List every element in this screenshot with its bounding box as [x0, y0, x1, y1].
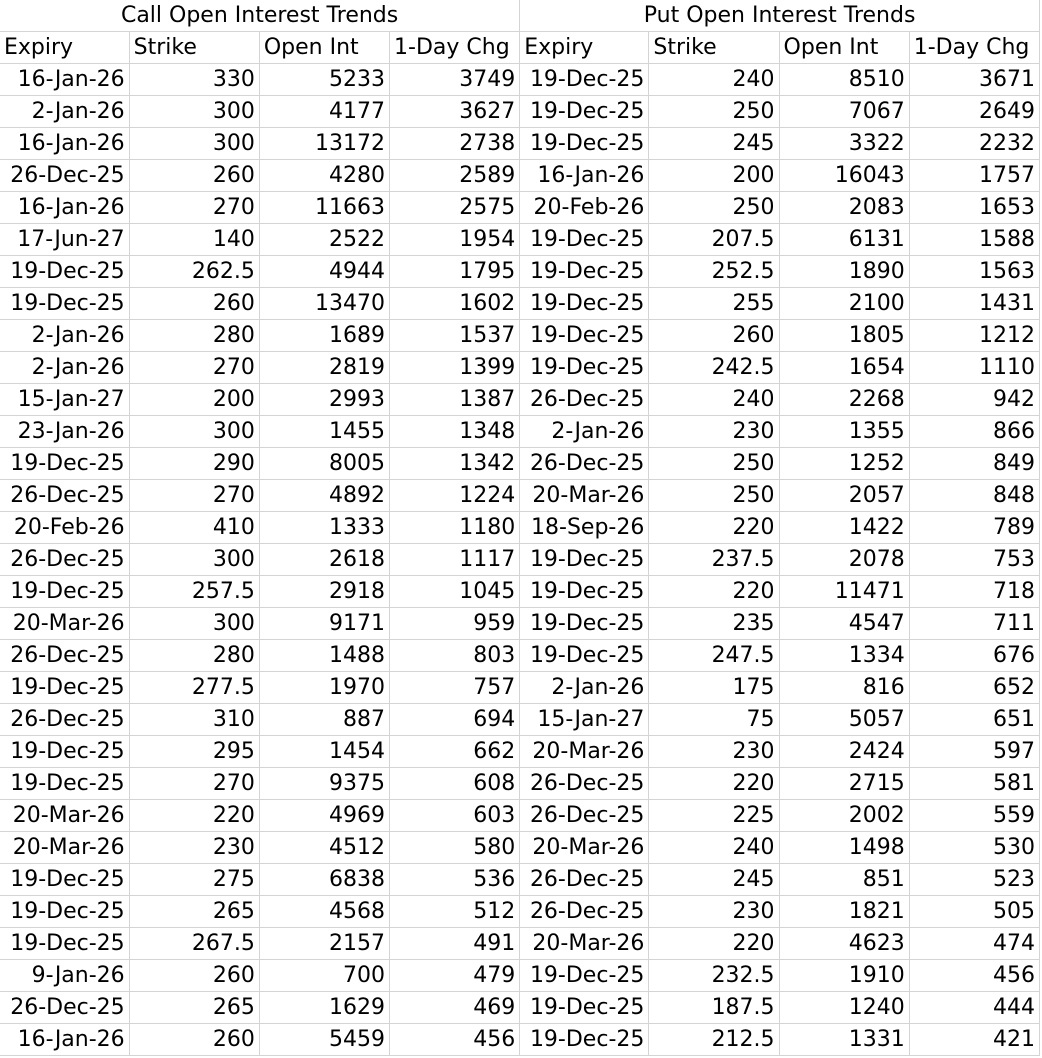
- table-row: [0, 768, 1040, 800]
- call-cell-strike[interactable]: 290: [129, 448, 259, 480]
- put-cell-one-day-chg[interactable]: 421: [909, 1024, 1039, 1056]
- table-row: [0, 480, 1040, 512]
- call-cell-expiry[interactable]: 19-Dec-25: [0, 928, 129, 960]
- call-cell-strike[interactable]: 270: [129, 352, 259, 384]
- put-cell-open-int[interactable]: 851: [779, 864, 909, 896]
- call-cell-open-int[interactable]: 4568: [259, 896, 389, 928]
- table-row: [0, 736, 1040, 768]
- put-cell-expiry[interactable]: 26-Dec-25: [520, 800, 649, 832]
- call-cell-strike[interactable]: 310: [129, 704, 259, 736]
- call-cell-open-int[interactable]: 1488: [259, 640, 389, 672]
- call-cell-expiry[interactable]: 26-Dec-25: [0, 544, 129, 576]
- call-cell-open-int[interactable]: 2993: [259, 384, 389, 416]
- call-cell-expiry[interactable]: 19-Dec-25: [0, 576, 129, 608]
- put-cell-expiry[interactable]: 19-Dec-25: [520, 640, 649, 672]
- call-cell-strike[interactable]: 270: [129, 768, 259, 800]
- put-cell-one-day-chg[interactable]: 866: [909, 416, 1039, 448]
- put-cell-open-int[interactable]: 2100: [779, 288, 909, 320]
- call-cell-open-int[interactable]: 5233: [259, 64, 389, 96]
- call-cell-expiry[interactable]: 17-Jun-27: [0, 224, 129, 256]
- call-cell-open-int[interactable]: 6838: [259, 864, 389, 896]
- put-cell-open-int[interactable]: 1240: [779, 992, 909, 1024]
- call-cell-one-day-chg[interactable]: 3749: [390, 64, 520, 96]
- put-cell-strike[interactable]: 242.5: [649, 352, 779, 384]
- call-cell-expiry[interactable]: 26-Dec-25: [0, 992, 129, 1024]
- call-cell-open-int[interactable]: 4944: [259, 256, 389, 288]
- call-header-one-day-chg[interactable]: 1-Day Chg: [390, 32, 520, 64]
- put-cell-expiry[interactable]: 26-Dec-25: [520, 384, 649, 416]
- put-cell-open-int[interactable]: 816: [779, 672, 909, 704]
- put-cell-strike[interactable]: 252.5: [649, 256, 779, 288]
- table-row: [0, 1024, 1040, 1056]
- call-cell-strike[interactable]: 262.5: [129, 256, 259, 288]
- table-row: [0, 128, 1040, 160]
- put-cell-expiry[interactable]: 19-Dec-25: [520, 128, 649, 160]
- call-cell-strike[interactable]: 200: [129, 384, 259, 416]
- put-cell-one-day-chg[interactable]: 597: [909, 736, 1039, 768]
- table-row: [0, 96, 1040, 128]
- call-cell-one-day-chg[interactable]: 1602: [390, 288, 520, 320]
- put-cell-one-day-chg[interactable]: 530: [909, 832, 1039, 864]
- call-cell-strike[interactable]: 330: [129, 64, 259, 96]
- call-cell-one-day-chg[interactable]: 662: [390, 736, 520, 768]
- put-cell-strike[interactable]: 200: [649, 160, 779, 192]
- put-cell-strike[interactable]: 220: [649, 512, 779, 544]
- call-cell-expiry[interactable]: 19-Dec-25: [0, 896, 129, 928]
- call-cell-strike[interactable]: 260: [129, 288, 259, 320]
- put-cell-expiry[interactable]: 18-Sep-26: [520, 512, 649, 544]
- put-cell-expiry[interactable]: 19-Dec-25: [520, 960, 649, 992]
- call-cell-open-int[interactable]: 13172: [259, 128, 389, 160]
- call-cell-open-int[interactable]: 1455: [259, 416, 389, 448]
- call-header-expiry[interactable]: Expiry: [0, 32, 129, 64]
- put-cell-expiry[interactable]: 26-Dec-25: [520, 896, 649, 928]
- call-cell-strike[interactable]: 230: [129, 832, 259, 864]
- call-cell-open-int[interactable]: 2819: [259, 352, 389, 384]
- put-cell-expiry[interactable]: 20-Mar-26: [520, 928, 649, 960]
- call-cell-strike[interactable]: 140: [129, 224, 259, 256]
- put-cell-open-int[interactable]: 1252: [779, 448, 909, 480]
- call-cell-open-int[interactable]: 4892: [259, 480, 389, 512]
- put-cell-one-day-chg[interactable]: 1212: [909, 320, 1039, 352]
- call-cell-one-day-chg[interactable]: 1348: [390, 416, 520, 448]
- table-row: [0, 640, 1040, 672]
- call-cell-open-int[interactable]: 4969: [259, 800, 389, 832]
- call-cell-one-day-chg[interactable]: 1954: [390, 224, 520, 256]
- put-cell-expiry[interactable]: 19-Dec-25: [520, 1024, 649, 1056]
- put-cell-open-int[interactable]: 2002: [779, 800, 909, 832]
- table-row: [0, 960, 1040, 992]
- call-cell-one-day-chg[interactable]: 536: [390, 864, 520, 896]
- call-cell-one-day-chg[interactable]: 603: [390, 800, 520, 832]
- put-cell-one-day-chg[interactable]: 718: [909, 576, 1039, 608]
- put-cell-strike[interactable]: 230: [649, 896, 779, 928]
- call-cell-one-day-chg[interactable]: 1537: [390, 320, 520, 352]
- put-cell-open-int[interactable]: 2424: [779, 736, 909, 768]
- put-cell-one-day-chg[interactable]: 676: [909, 640, 1039, 672]
- call-cell-expiry[interactable]: 16-Jan-26: [0, 64, 129, 96]
- put-cell-expiry[interactable]: 26-Dec-25: [520, 448, 649, 480]
- put-cell-open-int[interactable]: 1910: [779, 960, 909, 992]
- table-row: [0, 896, 1040, 928]
- put-cell-strike[interactable]: 260: [649, 320, 779, 352]
- call-cell-one-day-chg[interactable]: 456: [390, 1024, 520, 1056]
- call-cell-open-int[interactable]: 2522: [259, 224, 389, 256]
- put-cell-strike[interactable]: 255: [649, 288, 779, 320]
- call-cell-open-int[interactable]: 8005: [259, 448, 389, 480]
- put-cell-one-day-chg[interactable]: 505: [909, 896, 1039, 928]
- call-table-title[interactable]: Call Open Interest Trends: [0, 0, 520, 32]
- call-cell-strike[interactable]: 280: [129, 640, 259, 672]
- call-cell-expiry[interactable]: 19-Dec-25: [0, 736, 129, 768]
- call-cell-expiry[interactable]: 23-Jan-26: [0, 416, 129, 448]
- call-cell-one-day-chg[interactable]: 803: [390, 640, 520, 672]
- call-cell-open-int[interactable]: 11663: [259, 192, 389, 224]
- put-header-strike[interactable]: Strike: [649, 32, 779, 64]
- put-cell-strike[interactable]: 250: [649, 448, 779, 480]
- table-row: [0, 160, 1040, 192]
- call-cell-one-day-chg[interactable]: 580: [390, 832, 520, 864]
- call-cell-strike[interactable]: 300: [129, 544, 259, 576]
- call-cell-strike[interactable]: 260: [129, 960, 259, 992]
- call-cell-open-int[interactable]: 5459: [259, 1024, 389, 1056]
- table-row: [0, 384, 1040, 416]
- call-cell-expiry[interactable]: 2-Jan-26: [0, 96, 129, 128]
- put-cell-strike[interactable]: 250: [649, 192, 779, 224]
- call-cell-open-int[interactable]: 2918: [259, 576, 389, 608]
- call-cell-one-day-chg[interactable]: 757: [390, 672, 520, 704]
- call-cell-one-day-chg[interactable]: 2738: [390, 128, 520, 160]
- put-cell-open-int[interactable]: 16043: [779, 160, 909, 192]
- put-cell-strike[interactable]: 187.5: [649, 992, 779, 1024]
- put-cell-open-int[interactable]: 3322: [779, 128, 909, 160]
- call-cell-strike[interactable]: 300: [129, 608, 259, 640]
- put-cell-open-int[interactable]: 5057: [779, 704, 909, 736]
- put-cell-open-int[interactable]: 2268: [779, 384, 909, 416]
- put-cell-one-day-chg[interactable]: 1563: [909, 256, 1039, 288]
- put-cell-strike[interactable]: 207.5: [649, 224, 779, 256]
- call-cell-one-day-chg[interactable]: 491: [390, 928, 520, 960]
- table-row: [0, 320, 1040, 352]
- put-cell-open-int[interactable]: 11471: [779, 576, 909, 608]
- put-cell-expiry[interactable]: 20-Mar-26: [520, 736, 649, 768]
- put-header-one-day-chg[interactable]: 1-Day Chg: [909, 32, 1039, 64]
- put-cell-one-day-chg[interactable]: 789: [909, 512, 1039, 544]
- put-cell-open-int[interactable]: 1334: [779, 640, 909, 672]
- put-cell-expiry[interactable]: 26-Dec-25: [520, 768, 649, 800]
- table-row: [0, 512, 1040, 544]
- call-header-open-int[interactable]: Open Int: [259, 32, 389, 64]
- put-cell-one-day-chg[interactable]: 711: [909, 608, 1039, 640]
- call-cell-expiry[interactable]: 19-Dec-25: [0, 864, 129, 896]
- put-cell-open-int[interactable]: 2715: [779, 768, 909, 800]
- call-cell-open-int[interactable]: 2618: [259, 544, 389, 576]
- call-cell-one-day-chg[interactable]: 1399: [390, 352, 520, 384]
- call-cell-one-day-chg[interactable]: 1117: [390, 544, 520, 576]
- table-row: [0, 544, 1040, 576]
- call-cell-strike[interactable]: 275: [129, 864, 259, 896]
- call-cell-open-int[interactable]: 4512: [259, 832, 389, 864]
- table-row: [0, 704, 1040, 736]
- put-cell-one-day-chg[interactable]: 581: [909, 768, 1039, 800]
- call-cell-strike[interactable]: 300: [129, 96, 259, 128]
- put-cell-open-int[interactable]: 1355: [779, 416, 909, 448]
- call-cell-open-int[interactable]: 4177: [259, 96, 389, 128]
- put-cell-open-int[interactable]: 4547: [779, 608, 909, 640]
- put-cell-one-day-chg[interactable]: 848: [909, 480, 1039, 512]
- put-cell-open-int[interactable]: 1821: [779, 896, 909, 928]
- put-cell-expiry[interactable]: 19-Dec-25: [520, 288, 649, 320]
- put-cell-strike[interactable]: 240: [649, 384, 779, 416]
- call-cell-strike[interactable]: 300: [129, 128, 259, 160]
- put-cell-expiry[interactable]: 19-Dec-25: [520, 256, 649, 288]
- call-cell-expiry[interactable]: 2-Jan-26: [0, 320, 129, 352]
- call-cell-expiry[interactable]: 26-Dec-25: [0, 704, 129, 736]
- table-row: [0, 224, 1040, 256]
- call-cell-strike[interactable]: 300: [129, 416, 259, 448]
- call-cell-one-day-chg[interactable]: 1180: [390, 512, 520, 544]
- call-cell-open-int[interactable]: 700: [259, 960, 389, 992]
- call-cell-expiry[interactable]: 20-Feb-26: [0, 512, 129, 544]
- put-cell-strike[interactable]: 237.5: [649, 544, 779, 576]
- call-cell-open-int[interactable]: 9171: [259, 608, 389, 640]
- table-row: [0, 448, 1040, 480]
- call-cell-one-day-chg[interactable]: 2589: [390, 160, 520, 192]
- call-cell-one-day-chg[interactable]: 694: [390, 704, 520, 736]
- put-cell-one-day-chg[interactable]: 456: [909, 960, 1039, 992]
- put-cell-strike[interactable]: 250: [649, 96, 779, 128]
- call-cell-expiry[interactable]: 26-Dec-25: [0, 480, 129, 512]
- call-cell-one-day-chg[interactable]: 959: [390, 608, 520, 640]
- put-cell-strike[interactable]: 220: [649, 768, 779, 800]
- put-cell-strike[interactable]: 220: [649, 576, 779, 608]
- put-cell-one-day-chg[interactable]: 753: [909, 544, 1039, 576]
- put-cell-strike[interactable]: 175: [649, 672, 779, 704]
- put-cell-open-int[interactable]: 1331: [779, 1024, 909, 1056]
- put-cell-strike[interactable]: 230: [649, 736, 779, 768]
- put-cell-one-day-chg[interactable]: 849: [909, 448, 1039, 480]
- put-cell-strike[interactable]: 245: [649, 128, 779, 160]
- put-cell-open-int[interactable]: 4623: [779, 928, 909, 960]
- put-cell-one-day-chg[interactable]: 1110: [909, 352, 1039, 384]
- call-cell-expiry[interactable]: 19-Dec-25: [0, 672, 129, 704]
- table-row: [0, 928, 1040, 960]
- put-cell-expiry[interactable]: 19-Dec-25: [520, 320, 649, 352]
- put-cell-open-int[interactable]: 2078: [779, 544, 909, 576]
- call-cell-one-day-chg[interactable]: 1795: [390, 256, 520, 288]
- put-cell-one-day-chg[interactable]: 1431: [909, 288, 1039, 320]
- put-cell-open-int[interactable]: 1422: [779, 512, 909, 544]
- put-table-title[interactable]: Put Open Interest Trends: [520, 0, 1040, 32]
- put-cell-expiry[interactable]: 19-Dec-25: [520, 96, 649, 128]
- put-cell-open-int[interactable]: 8510: [779, 64, 909, 96]
- put-cell-one-day-chg[interactable]: 652: [909, 672, 1039, 704]
- put-cell-open-int[interactable]: 2057: [779, 480, 909, 512]
- put-cell-expiry[interactable]: 15-Jan-27: [520, 704, 649, 736]
- put-cell-expiry[interactable]: 20-Feb-26: [520, 192, 649, 224]
- table-row: [0, 576, 1040, 608]
- call-cell-expiry[interactable]: 26-Dec-25: [0, 160, 129, 192]
- call-cell-expiry[interactable]: 20-Mar-26: [0, 608, 129, 640]
- table-row: [0, 800, 1040, 832]
- put-cell-expiry[interactable]: 19-Dec-25: [520, 576, 649, 608]
- call-cell-strike[interactable]: 277.5: [129, 672, 259, 704]
- put-cell-expiry[interactable]: 19-Dec-25: [520, 64, 649, 96]
- call-cell-expiry[interactable]: 9-Jan-26: [0, 960, 129, 992]
- put-cell-strike[interactable]: 240: [649, 64, 779, 96]
- put-cell-strike[interactable]: 75: [649, 704, 779, 736]
- call-cell-open-int[interactable]: 2157: [259, 928, 389, 960]
- put-cell-expiry[interactable]: 2-Jan-26: [520, 672, 649, 704]
- call-cell-expiry[interactable]: 2-Jan-26: [0, 352, 129, 384]
- table-row: [0, 992, 1040, 1024]
- call-cell-one-day-chg[interactable]: 3627: [390, 96, 520, 128]
- header-row: [0, 32, 1040, 64]
- call-cell-open-int[interactable]: 1689: [259, 320, 389, 352]
- put-cell-strike[interactable]: 235: [649, 608, 779, 640]
- call-cell-strike[interactable]: 260: [129, 160, 259, 192]
- call-cell-expiry[interactable]: 16-Jan-26: [0, 128, 129, 160]
- table-row: [0, 288, 1040, 320]
- put-cell-one-day-chg[interactable]: 559: [909, 800, 1039, 832]
- call-cell-one-day-chg[interactable]: 1045: [390, 576, 520, 608]
- put-cell-one-day-chg[interactable]: 1653: [909, 192, 1039, 224]
- call-cell-strike[interactable]: 295: [129, 736, 259, 768]
- call-header-strike[interactable]: Strike: [129, 32, 259, 64]
- put-cell-expiry[interactable]: 26-Dec-25: [520, 864, 649, 896]
- call-cell-strike[interactable]: 270: [129, 480, 259, 512]
- put-cell-open-int[interactable]: 1654: [779, 352, 909, 384]
- put-cell-strike[interactable]: 232.5: [649, 960, 779, 992]
- call-cell-strike[interactable]: 265: [129, 992, 259, 1024]
- table-row: [0, 64, 1040, 96]
- call-cell-open-int[interactable]: 887: [259, 704, 389, 736]
- title-row: [0, 0, 1040, 32]
- put-cell-strike[interactable]: 250: [649, 480, 779, 512]
- call-cell-strike[interactable]: 220: [129, 800, 259, 832]
- call-cell-expiry[interactable]: 19-Dec-25: [0, 288, 129, 320]
- call-cell-open-int[interactable]: 1970: [259, 672, 389, 704]
- call-cell-strike[interactable]: 280: [129, 320, 259, 352]
- call-cell-one-day-chg[interactable]: 1342: [390, 448, 520, 480]
- put-cell-strike[interactable]: 240: [649, 832, 779, 864]
- put-cell-expiry[interactable]: 19-Dec-25: [520, 608, 649, 640]
- put-cell-one-day-chg[interactable]: 523: [909, 864, 1039, 896]
- put-cell-one-day-chg[interactable]: 3671: [909, 64, 1039, 96]
- put-cell-strike[interactable]: 247.5: [649, 640, 779, 672]
- put-header-expiry[interactable]: Expiry: [520, 32, 649, 64]
- table-row: [0, 192, 1040, 224]
- call-cell-open-int[interactable]: 1454: [259, 736, 389, 768]
- call-cell-open-int[interactable]: 4280: [259, 160, 389, 192]
- put-cell-expiry[interactable]: 19-Dec-25: [520, 224, 649, 256]
- sheet-body: [0, 64, 1040, 1056]
- put-cell-open-int[interactable]: 1498: [779, 832, 909, 864]
- call-cell-strike[interactable]: 257.5: [129, 576, 259, 608]
- call-cell-one-day-chg[interactable]: 608: [390, 768, 520, 800]
- put-cell-open-int[interactable]: 6131: [779, 224, 909, 256]
- put-cell-strike[interactable]: 245: [649, 864, 779, 896]
- table-row: [0, 256, 1040, 288]
- put-cell-strike[interactable]: 220: [649, 928, 779, 960]
- call-cell-strike[interactable]: 270: [129, 192, 259, 224]
- put-cell-one-day-chg[interactable]: 1757: [909, 160, 1039, 192]
- put-cell-strike[interactable]: 225: [649, 800, 779, 832]
- table-row: [0, 672, 1040, 704]
- put-cell-expiry[interactable]: 20-Mar-26: [520, 480, 649, 512]
- put-cell-open-int[interactable]: 1890: [779, 256, 909, 288]
- put-cell-expiry[interactable]: 20-Mar-26: [520, 832, 649, 864]
- put-cell-one-day-chg[interactable]: 1588: [909, 224, 1039, 256]
- put-cell-open-int[interactable]: 2083: [779, 192, 909, 224]
- call-cell-expiry[interactable]: 19-Dec-25: [0, 448, 129, 480]
- call-cell-strike[interactable]: 265: [129, 896, 259, 928]
- put-cell-open-int[interactable]: 7067: [779, 96, 909, 128]
- put-cell-expiry[interactable]: 19-Dec-25: [520, 544, 649, 576]
- put-cell-one-day-chg[interactable]: 444: [909, 992, 1039, 1024]
- put-cell-expiry[interactable]: 16-Jan-26: [520, 160, 649, 192]
- call-cell-one-day-chg[interactable]: 479: [390, 960, 520, 992]
- call-cell-strike[interactable]: 410: [129, 512, 259, 544]
- call-cell-expiry[interactable]: 16-Jan-26: [0, 1024, 129, 1056]
- call-cell-one-day-chg[interactable]: 512: [390, 896, 520, 928]
- put-cell-strike[interactable]: 230: [649, 416, 779, 448]
- call-cell-expiry[interactable]: 20-Mar-26: [0, 800, 129, 832]
- call-cell-open-int[interactable]: 1333: [259, 512, 389, 544]
- put-cell-one-day-chg[interactable]: 651: [909, 704, 1039, 736]
- table-row: [0, 832, 1040, 864]
- table-row: [0, 352, 1040, 384]
- call-cell-open-int[interactable]: 13470: [259, 288, 389, 320]
- put-cell-strike[interactable]: 212.5: [649, 1024, 779, 1056]
- call-cell-expiry[interactable]: 16-Jan-26: [0, 192, 129, 224]
- table-row: [0, 864, 1040, 896]
- call-cell-strike[interactable]: 267.5: [129, 928, 259, 960]
- call-cell-expiry[interactable]: 26-Dec-25: [0, 640, 129, 672]
- call-cell-open-int[interactable]: 1629: [259, 992, 389, 1024]
- put-cell-one-day-chg[interactable]: 2649: [909, 96, 1039, 128]
- call-cell-strike[interactable]: 260: [129, 1024, 259, 1056]
- call-cell-expiry[interactable]: 20-Mar-26: [0, 832, 129, 864]
- put-cell-expiry[interactable]: 2-Jan-26: [520, 416, 649, 448]
- table-row: [0, 608, 1040, 640]
- call-cell-expiry[interactable]: 19-Dec-25: [0, 256, 129, 288]
- call-cell-one-day-chg[interactable]: 1224: [390, 480, 520, 512]
- call-cell-expiry[interactable]: 15-Jan-27: [0, 384, 129, 416]
- table-row: [0, 416, 1040, 448]
- put-cell-one-day-chg[interactable]: 474: [909, 928, 1039, 960]
- put-cell-one-day-chg[interactable]: 942: [909, 384, 1039, 416]
- put-cell-open-int[interactable]: 1805: [779, 320, 909, 352]
- put-header-open-int[interactable]: Open Int: [779, 32, 909, 64]
- put-cell-one-day-chg[interactable]: 2232: [909, 128, 1039, 160]
- put-cell-expiry[interactable]: 19-Dec-25: [520, 992, 649, 1024]
- call-cell-one-day-chg[interactable]: 2575: [390, 192, 520, 224]
- call-cell-expiry[interactable]: 19-Dec-25: [0, 768, 129, 800]
- call-cell-one-day-chg[interactable]: 1387: [390, 384, 520, 416]
- call-cell-one-day-chg[interactable]: 469: [390, 992, 520, 1024]
- call-cell-open-int[interactable]: 9375: [259, 768, 389, 800]
- put-cell-expiry[interactable]: 19-Dec-25: [520, 352, 649, 384]
